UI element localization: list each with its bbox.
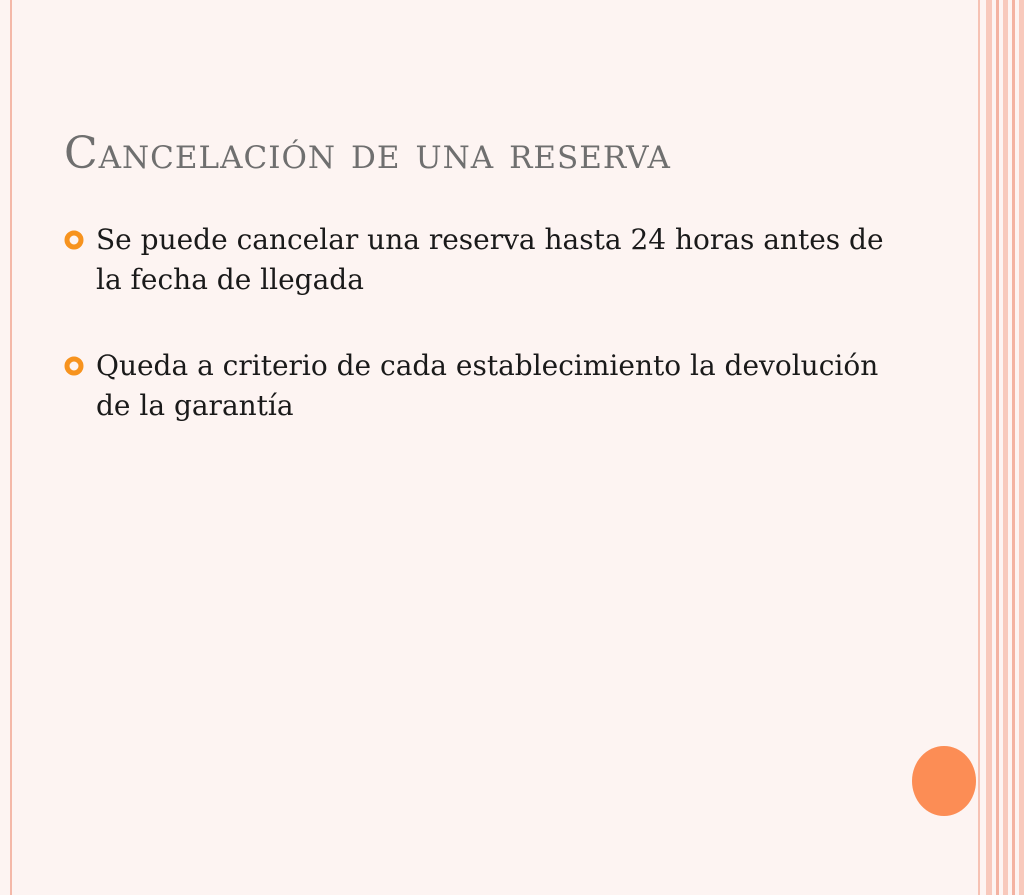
slide-title: Cancelación de una reserva <box>64 128 671 179</box>
bullet-item <box>64 346 884 426</box>
bullet-text: Queda a criterio de cada establecimiento la devolución de la garantía <box>96 349 879 422</box>
ring-bullet-icon <box>64 230 84 250</box>
left-border-line <box>10 0 12 895</box>
bullet-text: Se puede cancelar una reserva hasta 24 horas antes de la fecha de llegada <box>96 223 884 296</box>
stripe <box>1003 0 1008 895</box>
bullet-list <box>64 220 884 472</box>
stripe <box>1019 0 1024 895</box>
ring-bullet-icon <box>64 356 84 376</box>
stripe <box>978 0 980 895</box>
stripe <box>986 0 992 895</box>
bullet-item <box>64 220 884 300</box>
orange-circle-decoration <box>912 746 976 816</box>
stripe <box>1012 0 1015 895</box>
right-stripe-band <box>978 0 1024 895</box>
stripe <box>996 0 999 895</box>
